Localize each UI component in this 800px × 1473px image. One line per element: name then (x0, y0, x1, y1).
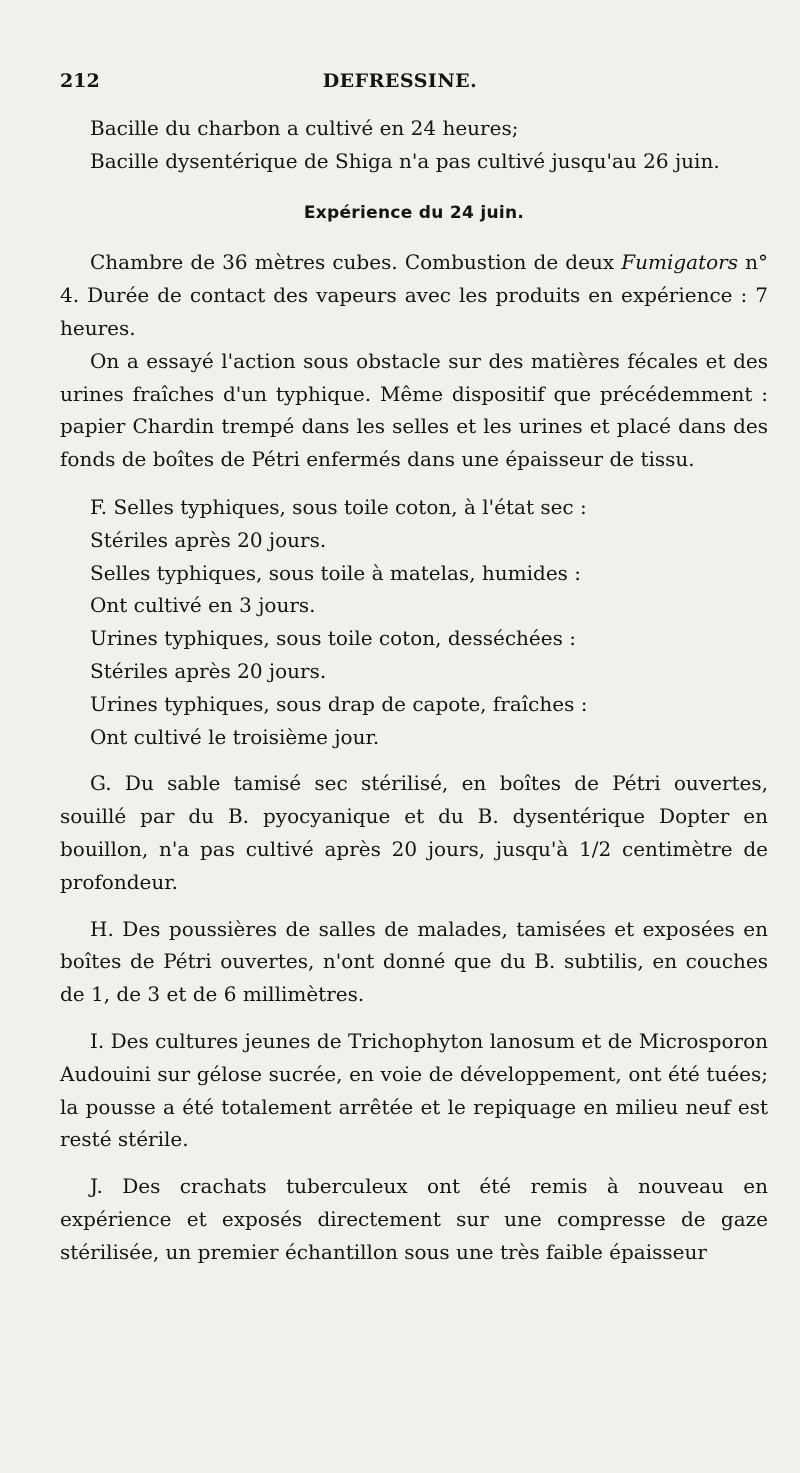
list-line: Selles typhiques, sous toile à matelas, humides : (90, 560, 582, 585)
list-line: F. Selles typhiques, sous toile coton, à l'état sec : (90, 494, 587, 519)
section-title: Expérience du 24 juin. (303, 202, 525, 223)
paragraph: On a essayé l'action sous obstacle sur des matières fécales et des urines fraîches d'un typhique. Même dispositif que précédemment : papier Chardin trempé dans les selles et les urines et placé dans des fonds de boîtes de Pétri enfermés dans une épaisseur de tissu. (60, 348, 768, 472)
text-line: Bacille dysentérique de Shiga n'a pas cultivé jusqu'au 26 juin. (90, 148, 720, 173)
running-title: DEFRESSINE. (322, 70, 478, 92)
list-line: Stériles après 20 jours. (90, 527, 327, 552)
list-line: Urines typhiques, sous drap de capote, fraîches : (90, 691, 588, 716)
list-line: Ont cultivé en 3 jours. (90, 593, 316, 618)
paragraph-text: n° 4. Durée de contact des vapeurs avec les produits en expérience : 7 heures. (60, 250, 768, 340)
text-line: Bacille du charbon a cultivé en 24 heures; (90, 116, 519, 140)
italic-term: Fumigators (621, 250, 738, 275)
paragraph (60, 246, 768, 344)
page-body (60, 112, 768, 1269)
results-list (60, 491, 768, 753)
paragraph-text: Chambre de 36 mètres cubes. Combustion de deux (90, 250, 622, 275)
page-number: 212 (60, 70, 100, 92)
paragraph: G. Du sable tamisé sec stérilisé, en boîtes de Pétri ouvertes, souillé par du B. pyocyanique et du B. dysentérique Dopter en bouillon, n'a pas cultivé après 20 jours, jusqu'à 1/2 centimètre de profondeur. (60, 771, 768, 894)
list-line: Stériles après 20 jours. (90, 658, 327, 683)
list-line: Ont cultivé le troisième jour. (90, 724, 380, 749)
paragraph: J. Des crachats tuberculeux ont été remis à nouveau en expérience et exposés directement sur une compresse de gaze stérilisée, un premier échantillon sous une très faible épaisseur (60, 1174, 768, 1264)
paragraph: H. Des poussières de salles de malades, tamisées et exposées en boîtes de Pétri ouvertes, n'ont donné que du B. subtilis, en couches de 1, de 3 et de 6 millimètres. (60, 916, 768, 1007)
paragraph: I. Des cultures jeunes de Trichophyton lanosum et de Microsporon Audouini sur gélose sucrée, en voie de développement, ont été tuées; la pousse a été totalement arrêtée et le repiquage en milieu neuf est resté stérile. (60, 1028, 768, 1152)
list-line: Urines typhiques, sous toile coton, desséchées : (90, 626, 576, 651)
running-header (60, 70, 740, 100)
